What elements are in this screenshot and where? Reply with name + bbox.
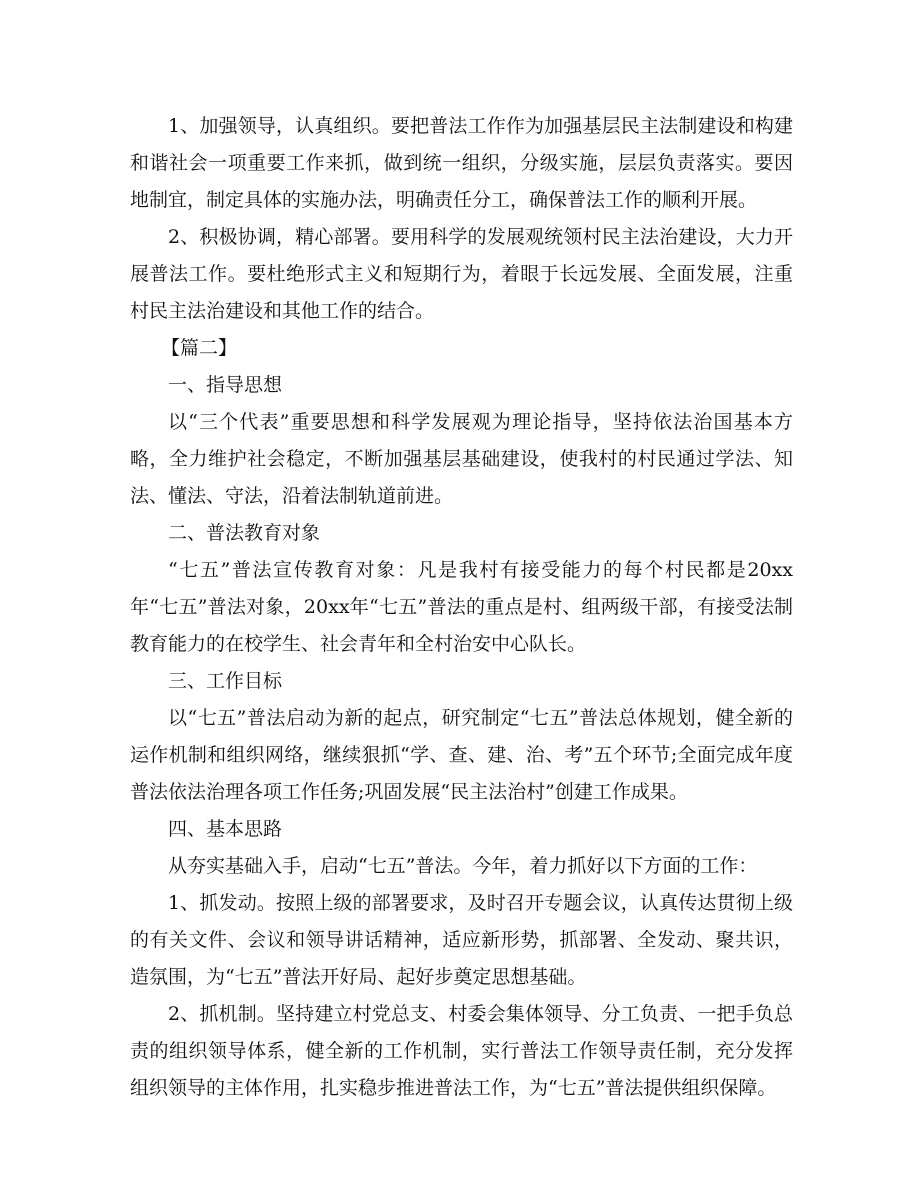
paragraph-guiding-thought: 以“三个代表”重要思想和科学发展观为理论指导，坚持依法治国基本方略，全力维护社会稳定，不断加强基层基础建设，使我村的村民通过学法、知法、懂法、守法，沿着法制轨道前进。 bbox=[130, 411, 793, 507]
paragraph-mobilization: 1、抓发动。按照上级的部署要求，及时召开专题会议，认真传达贯彻上级的有关文件、会议和领导讲话精神，适应新形势，抓部署、全发动、聚共识，造氛围，为“七五”普法开好局、起好步奠定思想基础。 bbox=[130, 892, 793, 988]
heading-education-target: 二、普法教育对象 bbox=[168, 522, 321, 544]
paragraph-mechanism: 2、抓机制。坚持建立村党总支、村委会集体领导、分工负责、一把手负总责的组织领导体系，健全新的工作机制，实行普法工作领导责任制，充分发挥组织领导的主体作用，扎实稳步推进普法工作，为“七五”普法提供组织保障。 bbox=[130, 1003, 793, 1099]
document-body bbox=[130, 108, 793, 1107]
section-title: 【篇二】 bbox=[161, 337, 238, 359]
paragraph-work-goal: 以“七五”普法启动为新的起点，研究制定“七五”普法总体规划，健全新的运作机制和组织网络，继续狠抓“学、查、建、治、考”五个环节;全面完成年度普法依法治理各项工作任务;巩固发展“民主法治村”创建工作成果。 bbox=[130, 707, 793, 803]
heading-guiding-thought: 一、指导思想 bbox=[168, 374, 283, 396]
paragraph-leadership: 1、加强领导，认真组织。要把普法工作作为加强基层民主法制建设和构建和谐社会一项重要工作来抓，做到统一组织，分级实施，层层负责落实。要因地制宜，制定具体的实施办法，明确责任分工，确保普法工作的顺利开展。 bbox=[130, 115, 793, 211]
paragraph-coordination: 2、积极协调，精心部署。要用科学的发展观统领村民主法治建设，大力开展普法工作。要杜绝形式主义和短期行为，着眼于长远发展、全面发展，注重村民主法治建设和其他工作的结合。 bbox=[130, 226, 793, 322]
heading-work-goal: 三、工作目标 bbox=[168, 670, 283, 692]
heading-basic-approach: 四、基本思路 bbox=[168, 818, 283, 840]
paragraph-education-target: “七五”普法宣传教育对象：凡是我村有接受能力的每个村民都是20xx年“七五”普法对象，20xx年“七五”普法的重点是村、组两级干部，有接受法制教育能力的在校学生、社会青年和全村治安中心队长。 bbox=[130, 559, 793, 655]
paragraph-basic-approach: 从夯实基础入手，启动“七五”普法。今年，着力抓好以下方面的工作： bbox=[168, 855, 758, 877]
